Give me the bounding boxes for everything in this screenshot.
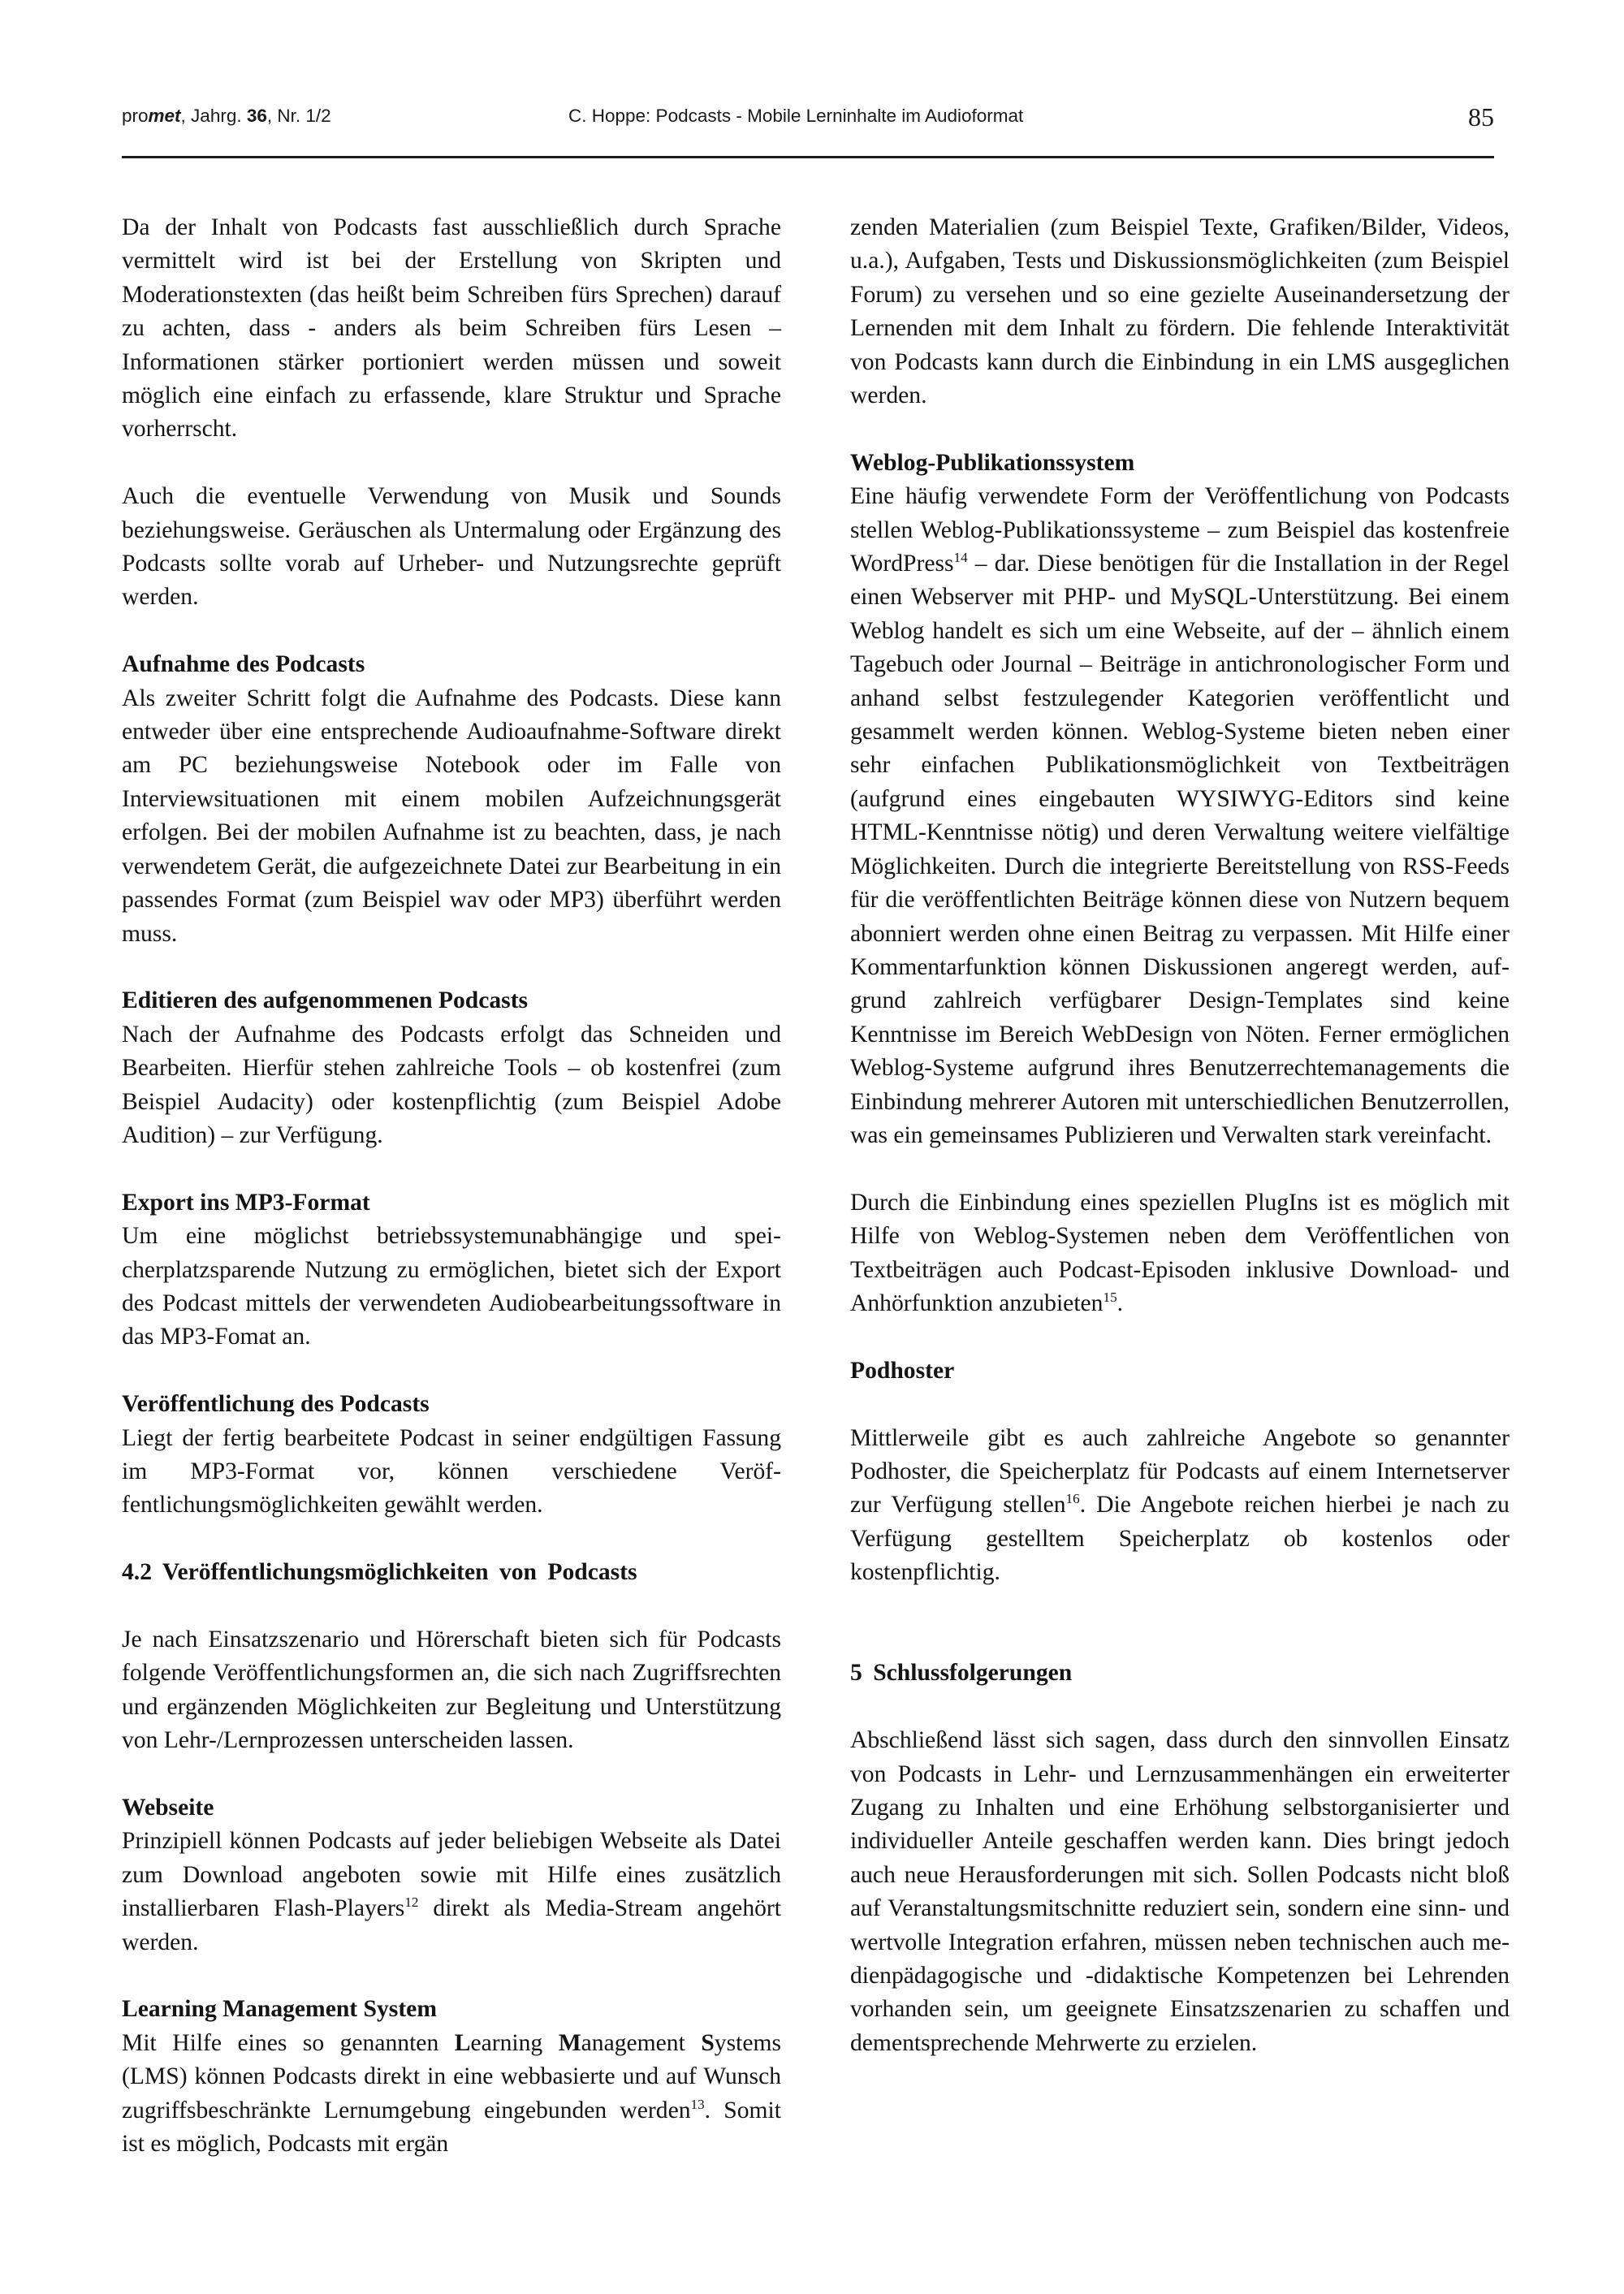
journal-citation	[122, 106, 331, 127]
paragraph-aufnahme: Als zweiter Schritt folgt die Aufnahme des Podcasts. Diese kann entweder über eine entsprechende Audioaufnahme-Software direkt am PC beziehungsweise Notebook oder im Falle von Interviewsituationen mit einem mobilen Aufzeichnungsgerät erfolgen. Bei der mobilen Aufnahme ist zu beachten, dass, je nach verwendetem Gerät, die aufgezeichnete Datei zur Bearbeitung in ein passendes Format (zum Beispiel wav oder MP3) überführt werden muss.	[122, 685, 781, 947]
heading-veroeffentlichung: Veröffentlichung des Podcasts	[122, 1391, 430, 1418]
paragraph-einsatzszenario: Je nach Einsatzszenario und Hörerschaft bieten sich für Podcasts folgende Veröffentlichungsformen an, die sich nach Zugriffsrechten und ergänzenden Möglichkeiten zur Begleitung und Unterstützung von Lehr-/Lernprozessen unterscheiden lassen.	[122, 1626, 781, 1754]
paragraph-webseite: Prinzipiell können Podcasts auf jeder beliebigen Webseite als Datei zum Download angeboten sowie mit Hilfe eines zusätzlich installierbaren Flash-Players$^{12}$ direkt als Media-Stream angehört werden.	[122, 1828, 781, 1955]
volume-label: , Jahrg.	[180, 106, 247, 126]
heading-aufnahme: Aufnahme des Podcasts	[122, 651, 365, 678]
paragraph-podhoster: Mittlerweile gibt es auch zahlreiche Angebote so genannter Podhoster, die Speicherplatz für Podcasts auf einem Internetserver zur Verfügung stellen$^{16}$. Die Angebote reichen hierbei je nach zu Verfügung gestelltem Speicherplatz ob kostenlos oder kostenpflichtig.	[850, 1424, 1510, 1586]
heading-editieren: Editieren des aufgenommenen Podcasts	[122, 987, 529, 1014]
paragraph-lms: Mit Hilfe eines so genannten Learning Management Systems (LMS) können Podcasts direkt in eine webbasierte und auf Wunsch zugriffsbeschränkte Lernumgebung eingebunden werden$^{13}$. Somit ist es möglich, Podcasts mit ergän	[122, 2029, 782, 2158]
volume-number: 36	[246, 106, 267, 126]
paragraph-veroeffentlichung: Liegt der fertig bearbeitete Podcast in seiner endgültigen Fassung im MP3-Format vor, können verschiedene Veröffentlichungsmöglichkeiten gewählt werden.	[122, 1424, 781, 1519]
page-number: 85	[1468, 102, 1494, 132]
journal-name-prefix: pro	[122, 106, 149, 126]
issue-label: , Nr.	[266, 106, 306, 126]
section-4-2-title: 4.2 Veröffentlichungsmöglichkeiten von Podcasts	[122, 1559, 637, 1586]
right-column	[850, 211, 1510, 2060]
journal-name-emphasis: met	[148, 106, 181, 126]
section-5-title: 5 Schlussfolgerungen	[850, 1660, 1073, 1687]
footnote-ref-15: 15	[1103, 1290, 1117, 1306]
heading-podhoster: Podhoster	[850, 1357, 955, 1384]
paragraph-schlussfolgerungen: Abschließend lässt sich sagen, dass durch den sinnvollen Einsatz von Podcasts in Lehr- und Lernzusammenhängen ein erweiterter Zugang zu Inhalten und eine Erhöhung selbstorganisierter und individueller Anteile geschaffen werden kann. Dies bringt jedoch auch neue Herausforderungen mit sich. Sollen Podcasts nicht bloß auf Veranstaltungsmitschnitte reduziert sein, sondern eine sinn- und wertvolle Integration erfahren, müssen neben technischen auch medienpädagogische und -didaktische Kompetenzen bei Lehrenden vorhanden sein, um geeignete Einsatzszenarien zu schaffen und dementsprechende Mehrwerte zu erzielen.	[850, 1727, 1510, 2056]
footnote-ref-12: 12	[404, 1894, 419, 1911]
footnote-ref-16: 16	[1065, 1491, 1080, 1507]
heading-weblog: Weblog-Publikationssystem	[850, 449, 1135, 476]
running-title: C. Hoppe: Podcasts - Mobile Lerninhalte im Audioformat	[568, 106, 1024, 126]
paragraph-skripte: Da der Inhalt von Podcasts fast ausschließlich durch Sprache vermittelt wird ist bei der Erstellung von Skripten und Moderationstexten (das heißt beim Schreiben fürs Sprechen) darauf zu achten, dass - anders als beim Schreiben fürs Lesen – Informationen stärker portioniert werden müssen und soweit möglich eine einfach zu erfassende, klare Struktur und Sprache vorherrscht.	[122, 214, 781, 443]
running-header	[122, 102, 1494, 158]
paragraph-weblog: Eine häufig verwendete Form der Veröffentlichung von Podcasts stellen Weblog-Publikationssysteme – zum Beispiel das kostenfreie WordPress$^{14}$ – dar. Diese benötigen für die Installation in der Regel einen Webserver mit PHP- und MySQL-Unterstützung. Bei einem Weblog handelt es sich um eine Webseite, auf der – ähnlich einem Tagebuch oder Journal – Beiträge in antichronologischer Form und anhand selbst festzulegender Kategorien veröffentlicht und gesammelt werden können. Weblog-Systeme bieten neben einer sehr einfachen Publikationsmöglichkeit von Textbeiträgen (aufgrund eines eingebauten WYSIWYG-Editors sind keine HTML-Kenntnisse nötig) und deren Verwaltung weitere vielfältige Möglichkeiten. Durch die integrierte Bereitstellung von RSS-Feeds für die veröffentlichten Beiträge können diese von Nutzern bequem abonniert werden ohne einen Beitrag zu verpassen. Mit Hilfe einer Kommentarfunktion können Diskussionen angeregt werden, aufgrund zahlreich verfügbarer Design-Templates sind keine Kenntnisse im Bereich WebDesign von Nöten. Ferner ermöglichen Weblog-Systeme aufgrund ihres Benutzerrechtemanagements die Einbindung mehrerer Autoren mit unterschiedlichen Benutzerrollen, was ein gemeinsames Publizieren und Verwalten stark vereinfacht.	[850, 483, 1510, 1148]
paragraph-plugin: Durch die Einbindung eines speziellen PlugIns ist es möglich mit Hilfe von Weblog-Systemen neben dem Veröffentlichen von Textbeiträgen auch Podcast-Episoden inklusive Download- und Anhörfunktion anzubieten$^{15}$.	[850, 1189, 1510, 1316]
footnote-ref-14: 14	[953, 550, 968, 566]
paragraph-editieren: Nach der Aufnahme des Podcasts erfolgt das Schneiden und Bearbeiten. Hierfür stehen zahlreiche Tools – ob kostenfrei (zum Beispiel Audacity) oder kostenpflichtig (zum Beispiel Adobe Audition) – zur Verfügung.	[122, 1021, 781, 1148]
paragraph-lms-continued: zenden Materialien (zum Beispiel Texte, Grafiken/Bilder, Videos, u.a.), Aufgaben, Tests und Diskussionsmöglichkeiten (zum Beispiel Forum) zu versehen und so eine gezielte Auseinandersetzung der Lernenden mit dem Inhalt zu fördern. Die fehlende Interaktivität von Podcasts kann durch die Einbindung in ein LMS ausgeglichen werden.	[850, 214, 1510, 409]
paragraph-musik: Auch die eventuelle Verwendung von Musik und Sounds beziehungsweise. Geräuschen als Untermalung oder Ergänzung des Podcasts sollte vorab auf Urheber- und Nutzungsrechte geprüft werden.	[122, 483, 781, 611]
paragraph-export: Um eine möglichst betriebssystemunabhängige und speicherplatzsparende Nutzung zu ermöglichen, bietet sich der Export des Podcast mittels der verwendeten Audiobearbeitungssoftware in das MP3-Fomat an.	[122, 1223, 781, 1350]
footnote-ref-13: 13	[690, 2096, 705, 2112]
heading-export: Export ins MP3-Format	[122, 1189, 370, 1216]
heading-webseite: Webseite	[122, 1794, 214, 1821]
issue-number: 1/2	[305, 106, 331, 126]
left-column	[122, 211, 781, 2161]
heading-lms: Learning Management System	[122, 1996, 437, 2023]
